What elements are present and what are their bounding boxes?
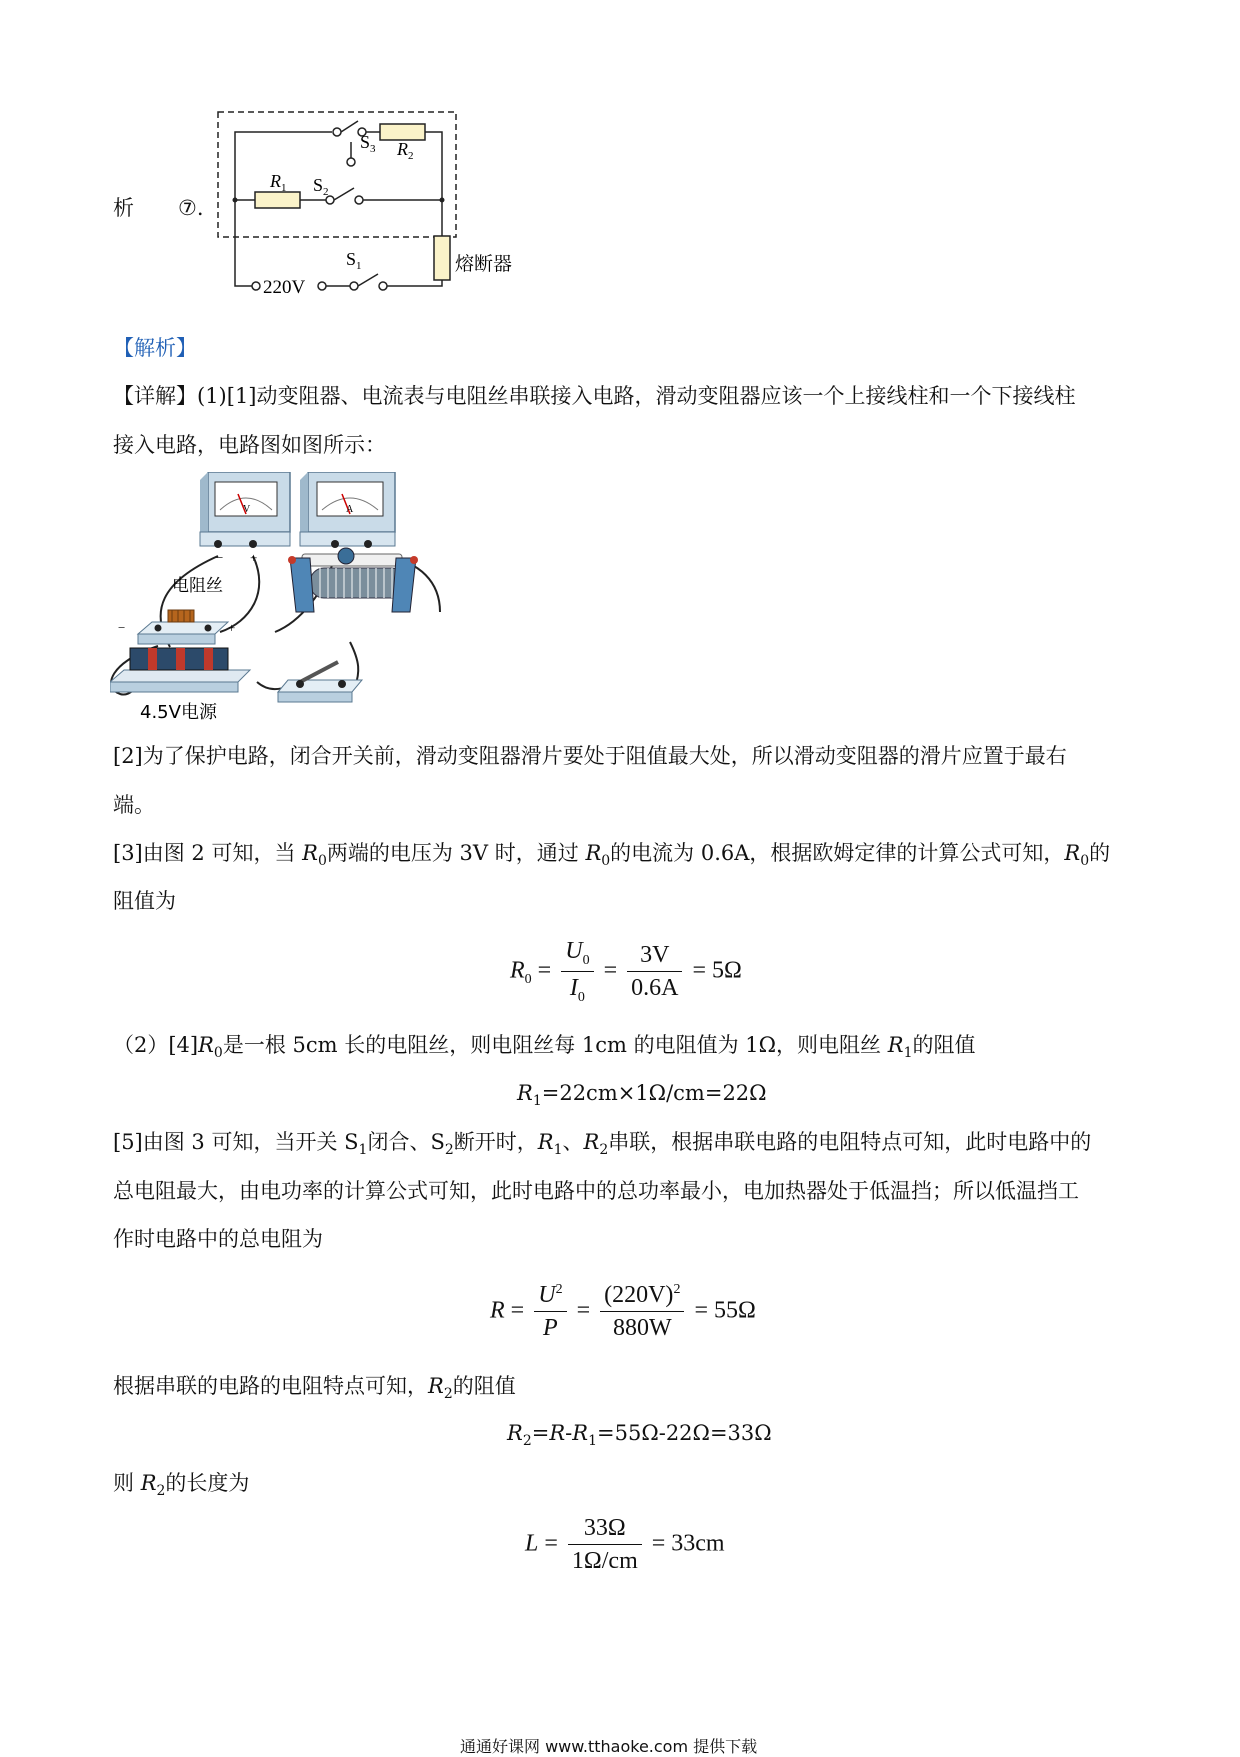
p2-line-1: [2]为了保护电路，闭合开关前，滑动变阻器滑片要处于阻值最大处，所以滑动变阻器的滑片应置于最右 — [113, 744, 1067, 768]
label-s3: $S_3$ — [360, 132, 376, 155]
p5-line-3: 作时电路中的总电阻为 — [113, 1227, 323, 1251]
svg-text:+: + — [228, 620, 236, 635]
detail-line-1: 【详解】(1)[1]动变阻器、电流表与电阻丝串联接入电路，滑动变阻器应该一个上接线柱和一个下接线柱 — [113, 384, 1076, 408]
p4-line: $(2)[4]R_0$是一根 5cm 长的电阻丝，则电阻丝每 1cm 的电阻值为 1Ω，则电阻丝 $R_1$的阻值 — [113, 1033, 976, 1062]
p5-line-2: 总电阻最大，由电功率的计算公式可知，此时电路中的总功率最小，电加热器处于低温挡；所以低温挡工 — [113, 1179, 1079, 1203]
item-mark: ⑦. — [178, 196, 204, 220]
p7-line: 则 $R_2$的长度为 — [113, 1471, 250, 1500]
equation-r1: $R_1=22cm\times 1\Omega/cm=22\Omega$ — [517, 1081, 767, 1110]
source-label: 4.5V电源 — [140, 702, 217, 723]
label-r2: $R_2$ — [397, 139, 414, 162]
p5-line-1: [5]由图 3 可知，当开关 $S_1$闭合、$S_2$断开时，$R_1$、$R_2$串联，根据串联电路的电阻特点可知，此时电路中的 — [113, 1130, 1092, 1159]
voltmeter-letter: V — [243, 504, 251, 515]
equation-r0: $R_0$ = $\frac{U_0}{I_0}$ = $\frac{3V}{0.6A}$ = 5Ω — [510, 938, 742, 1005]
ammeter-letter: A — [346, 504, 354, 515]
label-r1: $R_1$ — [270, 171, 287, 194]
svg-text:−: − — [216, 550, 224, 565]
fuse-element — [434, 236, 450, 280]
detail-line-2: 接入电路，电路图如图所示： — [113, 433, 386, 457]
label-voltage: 220V — [263, 277, 306, 298]
footer-source: 通通好课网 www.tthaoke.com 提供下载 — [460, 1737, 758, 1756]
svg-text:+: + — [250, 550, 258, 565]
label-s1: $S_1$ — [346, 249, 362, 272]
circuit-diagram — [200, 100, 530, 310]
label-fuse: 熔断器 — [455, 253, 513, 275]
p3-line-1: [3]由图 2 可知，当 $R_0$两端的电压为 3V 时，通过 $R_0$的电流为 0.6A，根据欧姆定律的计算公式可知，$R_0$的 — [113, 841, 1111, 870]
header-prefix: 析 — [113, 196, 134, 220]
equation-length: L = $\frac{33\Omega}{1\Omega/cm}$ = 33cm — [525, 1515, 725, 1574]
equation-r: R = $\frac{U^2}{P}$ = $\frac{(220V)^2}{880W}$ = 55Ω — [490, 1282, 756, 1341]
svg-text:−: − — [118, 620, 126, 635]
apparatus-diagram — [110, 472, 470, 730]
wire-label: 电阻丝 — [172, 576, 223, 596]
equation-r2: $R_2=R-R_1=55\Omega-22\Omega=33\Omega$ — [507, 1421, 772, 1450]
p2-line-2: 端。 — [113, 793, 155, 817]
p6-line: 根据串联的电路的电阻特点可知，$R_2$的阻值 — [113, 1374, 516, 1403]
p3-line-2: 阻值为 — [113, 889, 176, 913]
section-title: 【解析】 — [113, 336, 197, 360]
label-s2: $S_2$ — [313, 175, 329, 198]
